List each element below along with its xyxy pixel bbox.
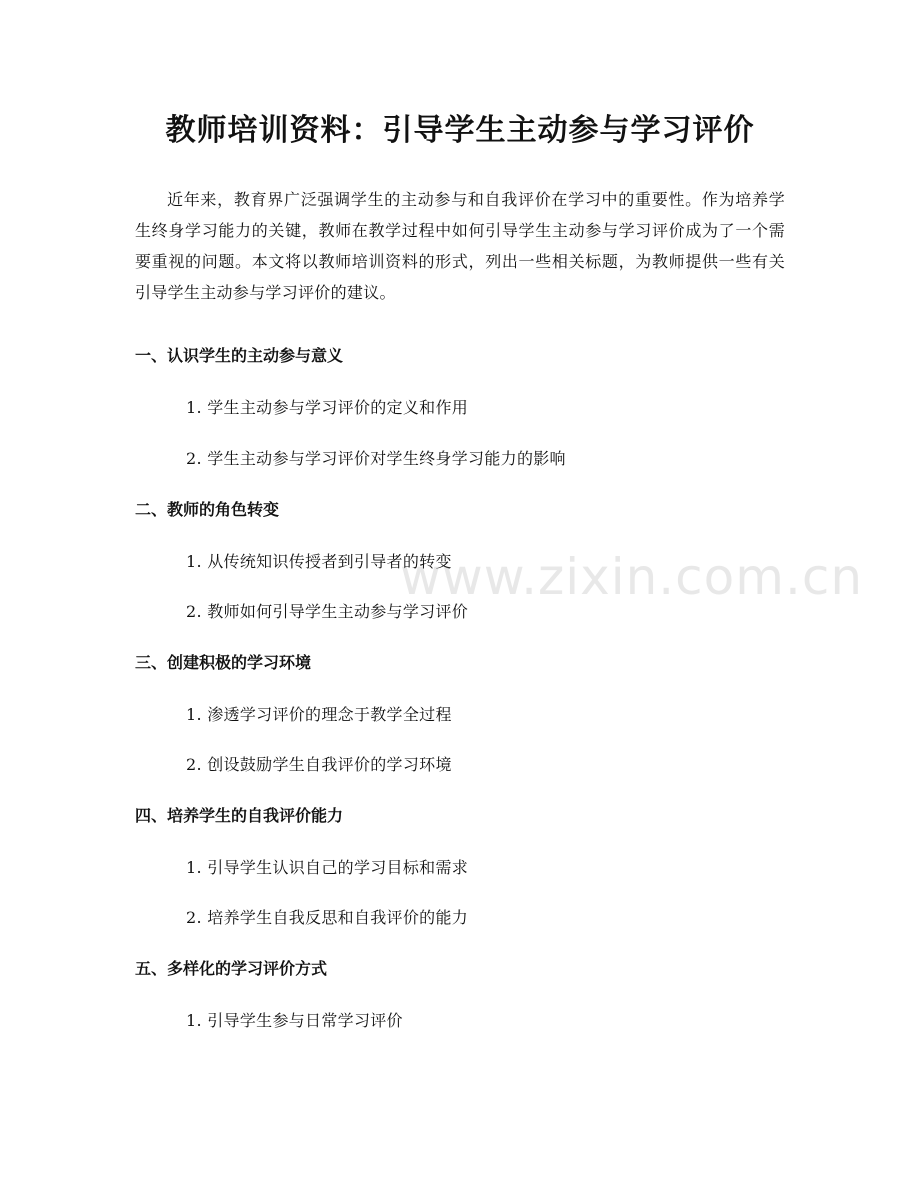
section-1-item-2: 2. 学生主动参与学习评价对学生终身学习能力的影响 xyxy=(186,449,566,468)
intro-paragraph: 近年来，教育界广泛强调学生的主动参与和自我评价在学习中的重要性。作为培养学生终身学习能力的关键，教师在教学过程中如何引导学生主动参与学习评价成为了一个需要重视的问题。本文将以教师培训资料的形式，列出一些相关标题，为教师提供一些有关引导学生主动参与学习评价的建议。 xyxy=(135,190,785,302)
watermark: www.zixin.com.cn xyxy=(400,548,864,606)
section-heading-1: 一、认识学生的主动参与意义 xyxy=(135,346,344,365)
section-3-item-2: 2. 创设鼓励学生自我评价的学习环境 xyxy=(186,755,452,774)
section-heading-5: 五、多样化的学习评价方式 xyxy=(135,959,328,978)
section-2-item-1: 1. 从传统知识传授者到引导者的转变 xyxy=(186,552,452,571)
section-2-item-2: 2. 教师如何引导学生主动参与学习评价 xyxy=(186,602,469,621)
section-5-item-1: 1. 引导学生参与日常学习评价 xyxy=(186,1011,403,1030)
section-1-item-1: 1. 学生主动参与学习评价的定义和作用 xyxy=(186,398,469,417)
section-heading-3: 三、创建积极的学习环境 xyxy=(135,653,312,672)
document-title: 教师培训资料：引导学生主动参与学习评价 xyxy=(165,113,755,148)
section-3-item-1: 1. 渗透学习评价的理念于教学全过程 xyxy=(186,705,452,724)
section-heading-2: 二、教师的角色转变 xyxy=(135,500,280,519)
section-4-item-1: 1. 引导学生认识自己的学习目标和需求 xyxy=(186,858,469,877)
section-heading-4: 四、培养学生的自我评价能力 xyxy=(135,806,344,825)
section-4-item-2: 2. 培养学生自我反思和自我评价的能力 xyxy=(186,908,469,927)
